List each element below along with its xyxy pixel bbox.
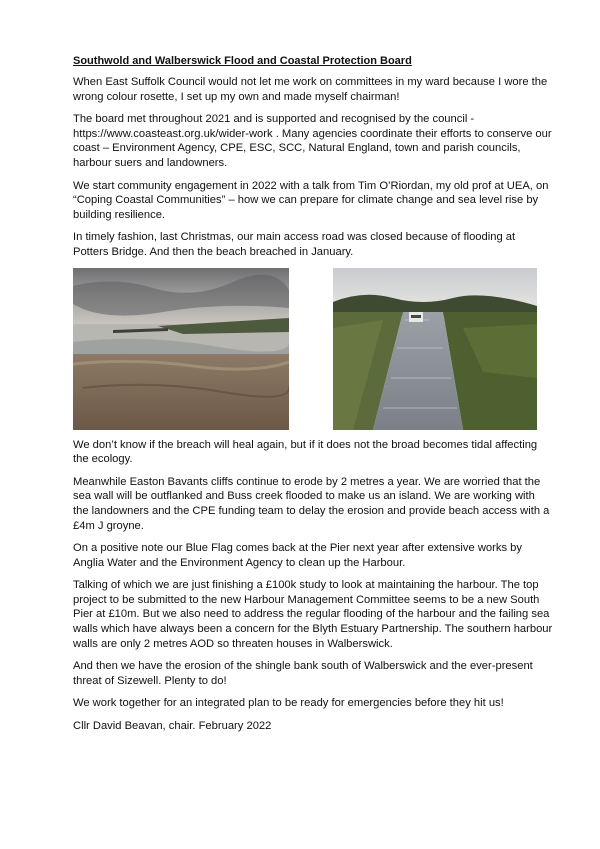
paragraph-flooding: In timely fashion, last Christmas, our main access road was closed because of flooding at Potters Bridge. And then the beach breached in January. bbox=[73, 231, 516, 258]
document-body bbox=[73, 54, 553, 742]
document-title: Southwold and Walberswick Flood and Coastal Protection Board bbox=[73, 55, 412, 67]
paragraph-rosette: When East Suffolk Council would not let me work on committees in my ward because I wore the wrong colour rosette, I set up my own and made myself chairman! bbox=[73, 76, 548, 103]
paragraph-shingle: And then we have the erosion of the shingle bank south of Walberswick and the ever-present threat of Sizewell. Plenty to do! bbox=[73, 660, 533, 687]
paragraph-harbour: Talking of which we are just finishing a £100k study to look at maintaining the harbour. The top project to be submitted to the new Harbour Management Committee seems to be a new South Pier at £10m. But we also need to address the regular flooding of the harbour and the failing sea walls which have always been a concern for the Blyth Estuary Partnership. The southern harbour walls are only 2 metres AOD so threaten houses in Walberswick. bbox=[73, 579, 553, 650]
photo-row bbox=[73, 268, 553, 432]
paragraph-board: The board met throughout 2021 and is supported and recognised by the council - https://www.coasteast.org.uk/wider-work . Many agencies coordinate their efforts to conserve our coast – Environment Agency, CPE, ESC, SCC, Natural England, town and parish councils, harbour suers and landowners. bbox=[73, 113, 552, 169]
flooded-road-photo bbox=[333, 268, 537, 430]
signature-line: Cllr David Beavan, chair. February 2022 bbox=[73, 720, 272, 733]
paragraph-breach: We don’t know if the breach will heal again, but if it does not the broad becomes tidal affecting the ecology. bbox=[73, 438, 538, 466]
beach-breach-photo bbox=[73, 268, 289, 430]
paragraph-cliffs: Meanwhile Easton Bavants cliffs continue to erode by 2 metres a year. We are worried that the sea wall will be outflanked and Buss creek flooded to make us an island. We are working with the landowners and the CPE funding team to delay the erosion and provide beach access with a £4m J groyne. bbox=[73, 475, 550, 532]
paragraph-blue-flag: On a positive note our Blue Flag comes back at the Pier next year after extensive works by Anglia Water and the Environment Agency to clean up the Harbour. bbox=[73, 542, 522, 569]
paragraph-engagement: We start community engagement in 2022 with a talk from Tim O’Riordan, my old prof at UEA, on “Coping Coastal Communities” – how we can prepare for climate change and sea level rise by building resilience. bbox=[73, 179, 549, 221]
paragraph-integrated-plan: We work together for an integrated plan to be ready for emergencies before they hit us! bbox=[73, 697, 504, 710]
